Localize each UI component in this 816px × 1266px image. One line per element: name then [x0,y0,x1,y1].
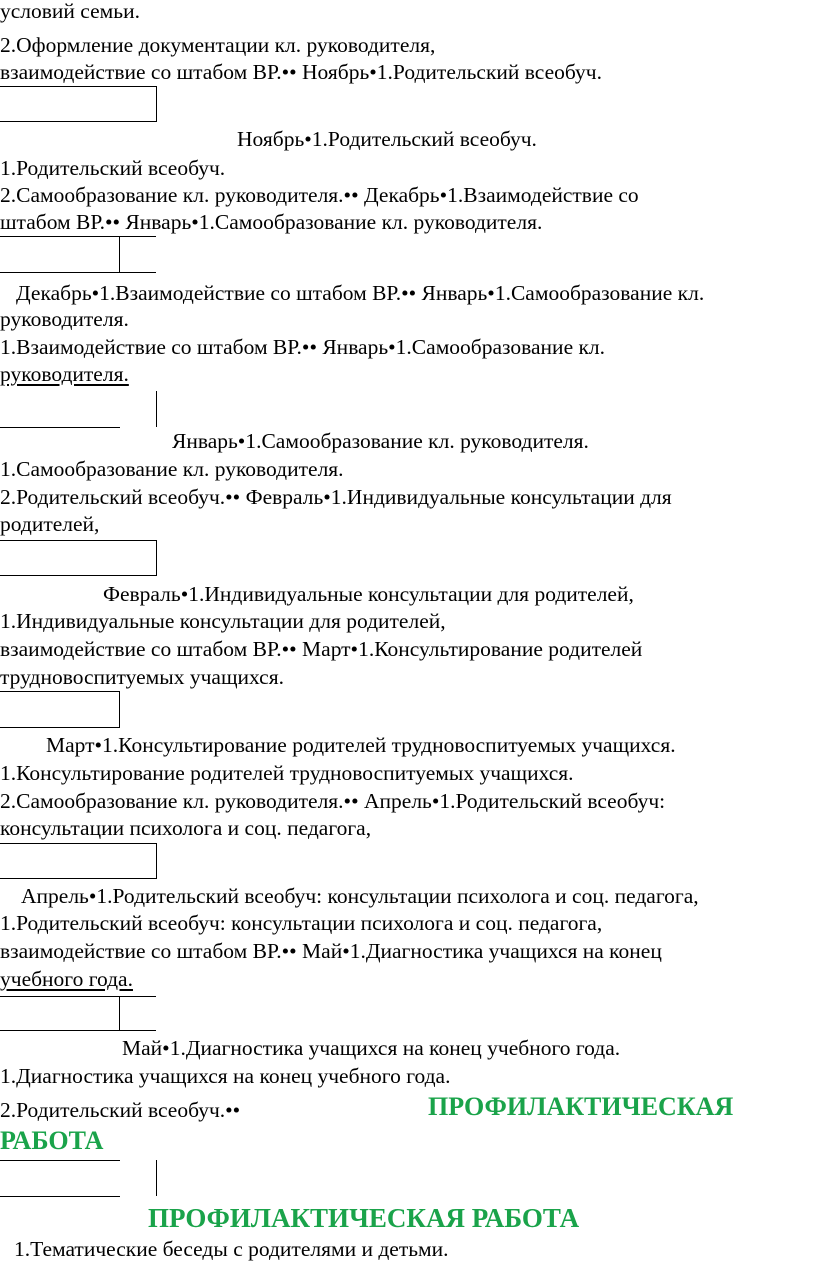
text-line: условий семьи. [0,0,140,23]
text-line: 1.Самообразование кл. руководителя. [0,457,344,481]
table-border [119,996,120,1030]
text-line: 1.Диагностика учащихся на конец учебного года. [0,1064,451,1088]
text-line: руководителя. [0,362,129,386]
section-title: ПРОФИЛАКТИЧЕСКАЯ РАБОТА [148,1203,580,1233]
month-heading: Декабрь•1.Взаимодействие со штабом ВР.•• Январь•1.Самообразование кл. [16,281,705,305]
text-line: руководителя. [0,307,129,331]
month-heading: Март•1.Консультирование родителей трудновоспитуемых учащихся. [46,733,676,757]
table-border [0,236,156,237]
text-line: 2.Оформление документации кл. руководителя, [0,33,436,57]
text-line: 1.Тематические беседы с родителями и детьми. [14,1237,449,1261]
month-heading: Ноябрь•1.Родительский всеобуч. [237,127,537,151]
table-border [0,1030,156,1031]
text-line: 2.Самообразование кл. руководителя.•• Апрель•1.Родительский всеобуч: [0,789,666,813]
month-heading: Май•1.Диагностика учащихся на конец учебного года. [122,1036,621,1060]
text-line: консультации психолога и соц. педагога, [0,816,372,840]
section-heading: РАБОТА [0,1126,104,1155]
text-line: 1.Взаимодействие со штабом ВР.•• Январь•1.Самообразование кл. [0,335,606,359]
table-border [156,391,157,427]
table-cell-border [0,86,157,122]
table-border [0,272,156,273]
text-line: взаимодействие со штабом ВР.•• Май•1.Диагностика учащихся на конец [0,939,662,963]
month-heading: Январь•1.Самообразование кл. руководителя. [172,429,589,453]
month-heading: Февраль•1.Индивидуальные консультации для родителей, [103,582,634,606]
table-border [0,996,156,997]
text-line: взаимодействие со штабом ВР.•• Ноябрь•1.Родительский всеобуч. [0,60,602,84]
text-line: трудновоспитуемых учащихся. [0,665,284,689]
text-line: 1.Индивидуальные консультации для родителей, [0,609,446,633]
table-border [0,427,120,428]
text-line: 1.Родительский всеобуч. [0,156,226,180]
table-cell-border [0,843,157,879]
month-heading: Апрель•1.Родительский всеобуч: консультации психолога и соц. педагога, [21,884,699,908]
text-line: взаимодействие со штабом ВР.•• Март•1.Консультирование родителей [0,637,643,661]
table-border [0,1160,120,1161]
table-border [119,236,120,272]
text-line: 2.Самообразование кл. руководителя.•• Декабрь•1.Взаимодействие со [0,183,639,207]
text-line: 1.Консультирование родителей трудновоспитуемых учащихся. [0,761,574,785]
table-cell-border [0,540,157,576]
table-border [0,1196,120,1197]
text-line: 2.Родительский всеобуч.•• Февраль•1.Индивидуальные консультации для [0,485,672,509]
text-line: штабом ВР.•• Январь•1.Самообразование кл. руководителя. [0,210,543,234]
table-border [156,1160,157,1196]
table-cell-border [0,691,120,728]
section-heading: ПРОФИЛАКТИЧЕСКАЯ [428,1092,734,1121]
text-line: учебного года. [0,967,133,991]
text-line: родителей, [0,512,100,536]
text-line: 2.Родительский всеобуч.•• [0,1098,241,1122]
text-line: 1.Родительский всеобуч: консультации психолога и соц. педагога, [0,911,603,935]
